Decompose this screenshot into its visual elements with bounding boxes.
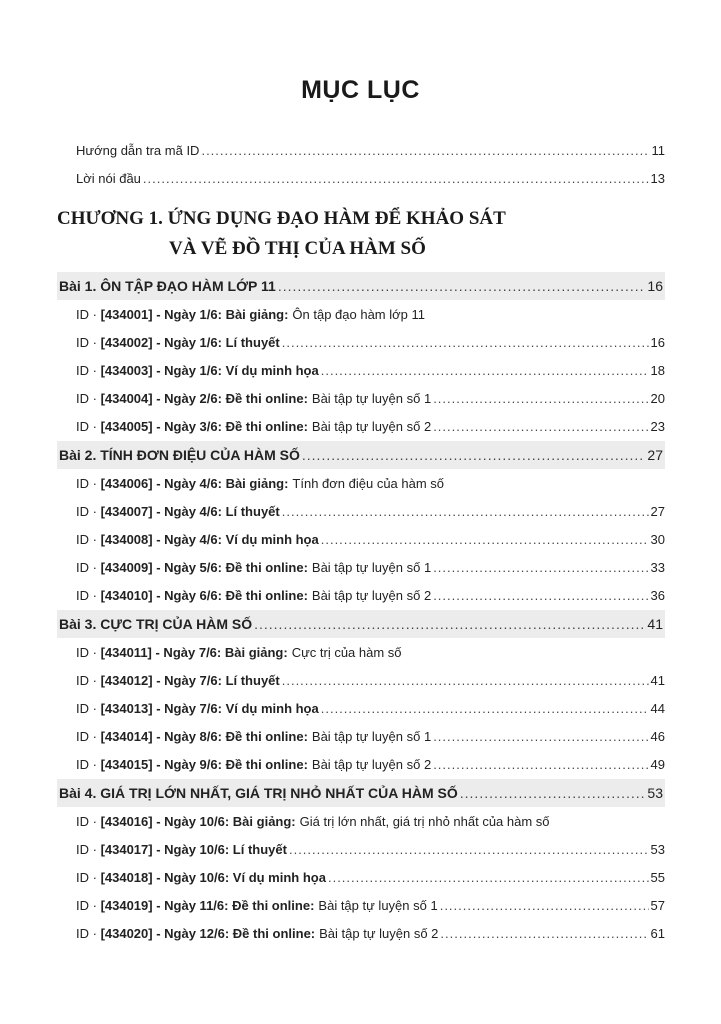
intro-entry[interactable] [76,171,665,199]
page-number: 41 [647,616,663,632]
id-prefix: ID · [76,587,101,603]
lesson-item[interactable] [57,300,665,328]
dot-leader [278,278,646,294]
dot-leader [201,143,649,158]
page-number: 33 [650,559,665,575]
item-description: Bài tập tự luyện số 1 [311,390,432,406]
lesson-item[interactable] [57,525,665,553]
lesson-item[interactable] [57,863,665,891]
intro-entry-text: Lời nói đầu [76,171,141,186]
item-code: [434019] - Ngày 11/6: Đề thi online: [100,897,315,913]
id-prefix: ID · [76,334,101,350]
page-number: 20 [650,390,665,406]
page-number: 53 [650,841,665,857]
dot-leader [433,757,648,772]
page-number: 27 [650,503,665,519]
page-number: 13 [650,171,665,186]
dot-leader [321,532,649,547]
lesson-heading[interactable] [57,441,665,469]
lesson-item[interactable] [57,891,665,919]
lesson-heading[interactable] [57,779,665,807]
lesson-list [57,272,665,948]
lesson-item[interactable] [57,666,665,694]
intro-section [76,143,665,199]
dot-leader [440,926,648,941]
page-number: 61 [650,925,665,941]
page-number: 11 [651,143,665,158]
lesson-block [57,272,665,440]
dot-leader [321,363,649,378]
item-code: [434010] - Ngày 6/6: Đề thi online: [100,587,308,603]
dot-leader [460,785,646,801]
item-code: [434005] - Ngày 3/6: Đề thi online: [100,418,308,434]
item-code: [434018] - Ngày 10/6: Ví dụ minh họa [100,869,326,885]
id-prefix: ID · [76,503,101,519]
chapter-heading [57,204,506,264]
id-prefix: ID · [76,362,101,378]
lesson-block [57,610,665,778]
lesson-item[interactable] [57,328,665,356]
dot-leader [328,870,649,885]
dot-leader [143,171,649,186]
page-number: 16 [650,334,665,350]
dot-leader [254,616,645,632]
page-number: 27 [647,447,663,463]
dot-leader [321,701,649,716]
lesson-item[interactable] [57,469,665,497]
page-number: 53 [647,785,663,801]
page-number: 36 [650,587,665,603]
dot-leader [433,419,648,434]
intro-entry-text: Hướng dẫn tra mã ID [76,143,200,158]
id-prefix: ID · [76,418,101,434]
item-description: Bài tập tự luyện số 1 [311,559,432,575]
id-prefix: ID · [76,390,101,406]
page-number: 18 [650,362,665,378]
chapter-title-line1: CHƯƠNG 1. ỨNG DỤNG ĐẠO HÀM ĐỂ KHẢO SÁT [57,208,506,229]
id-prefix: ID · [76,475,101,491]
lesson-item[interactable] [57,356,665,384]
id-prefix: ID · [76,728,101,744]
item-code: [434013] - Ngày 7/6: Ví dụ minh họa [100,700,319,716]
dot-leader [289,842,649,857]
page-number: 55 [650,869,665,885]
lesson-heading[interactable] [57,610,665,638]
id-prefix: ID · [76,813,101,829]
id-prefix: ID · [76,897,101,913]
item-code: [434001] - Ngày 1/6: Bài giảng: [100,306,289,322]
lesson-title: Bài 1. ÔN TẬP ĐẠO HÀM LỚP 11 [59,278,276,294]
id-prefix: ID · [76,531,101,547]
id-prefix: ID · [76,672,101,688]
dot-leader [302,447,646,463]
item-code: [434015] - Ngày 9/6: Đề thi online: [100,756,308,772]
item-code: [434004] - Ngày 2/6: Đề thi online: [100,390,308,406]
dot-leader [282,504,649,519]
id-prefix: ID · [76,306,101,322]
item-code: [434012] - Ngày 7/6: Lí thuyết [100,672,280,688]
page-number: 46 [650,728,665,744]
item-code: [434002] - Ngày 1/6: Lí thuyết [100,334,280,350]
item-code: [434020] - Ngày 12/6: Đề thi online: [100,925,316,941]
page-number: 44 [650,700,665,716]
item-code: [434007] - Ngày 4/6: Lí thuyết [100,503,280,519]
item-description: Bài tập tự luyện số 2 [311,756,432,772]
item-code: [434014] - Ngày 8/6: Đề thi online: [100,728,308,744]
item-description: Ôn tập đạo hàm lớp 11 [292,306,425,322]
lesson-block [57,779,665,947]
lesson-item[interactable] [57,722,665,750]
dot-leader [433,560,648,575]
dot-leader [282,673,649,688]
item-code: [434017] - Ngày 10/6: Lí thuyết [100,841,287,857]
id-prefix: ID · [76,559,101,575]
lesson-item[interactable] [57,581,665,609]
id-prefix: ID · [76,925,101,941]
page-number: 49 [650,756,665,772]
id-prefix: ID · [76,756,101,772]
lesson-heading[interactable] [57,272,665,300]
lesson-title: Bài 4. GIÁ TRỊ LỚN NHẤT, GIÁ TRỊ NHỎ NHẤT CỦA HÀM SỐ [59,785,458,801]
dot-leader [282,335,649,350]
item-description: Cực trị của hàm số [291,644,402,660]
page-number: 23 [650,418,665,434]
intro-entry[interactable] [76,143,665,171]
lesson-item[interactable] [57,412,665,440]
dot-leader [433,729,648,744]
item-description: Bài tập tự luyện số 1 [318,897,438,913]
item-description: Bài tập tự luyện số 2 [311,418,432,434]
chapter-title-line2: VÀ VẼ ĐỒ THỊ CỦA HÀM SỐ [169,238,426,259]
item-description: Tính đơn điệu của hàm số [292,475,445,491]
lesson-item[interactable] [57,497,665,525]
lesson-item[interactable] [57,835,665,863]
item-code: [434006] - Ngày 4/6: Bài giảng: [100,475,289,491]
item-code: [434009] - Ngày 5/6: Đề thi online: [100,559,308,575]
lesson-item[interactable] [57,750,665,778]
item-code: [434003] - Ngày 1/6: Ví dụ minh họa [100,362,319,378]
lesson-block [57,441,665,609]
lesson-title: Bài 3. CỰC TRỊ CỦA HÀM SỐ [59,616,253,632]
lesson-title: Bài 2. TÍNH ĐƠN ĐIỆU CỦA HÀM SỐ [59,447,300,463]
id-prefix: ID · [76,644,101,660]
item-code: [434011] - Ngày 7/6: Bài giảng: [100,644,288,660]
lesson-item[interactable] [57,807,665,835]
item-description: Giá trị lớn nhất, giá trị nhỏ nhất của hàm số [299,813,550,829]
lesson-item[interactable] [57,919,665,947]
dot-leader [433,588,648,603]
lesson-item[interactable] [57,553,665,581]
page-number: 30 [650,531,665,547]
lesson-item[interactable] [57,694,665,722]
item-description: Bài tập tự luyện số 1 [311,728,432,744]
page-number: 41 [650,672,665,688]
id-prefix: ID · [76,869,101,885]
page-number: 16 [647,278,663,294]
page-number: 57 [650,897,665,913]
id-prefix: ID · [76,700,101,716]
dot-leader [440,898,649,913]
lesson-item[interactable] [57,638,665,666]
page-title: MỤC LỤC [301,76,420,104]
item-code: [434016] - Ngày 10/6: Bài giảng: [100,813,296,829]
item-code: [434008] - Ngày 4/6: Ví dụ minh họa [100,531,319,547]
dot-leader [433,391,648,406]
id-prefix: ID · [76,841,101,857]
lesson-item[interactable] [57,384,665,412]
item-description: Bài tập tự luyện số 2 [319,925,439,941]
item-description: Bài tập tự luyện số 2 [311,587,432,603]
